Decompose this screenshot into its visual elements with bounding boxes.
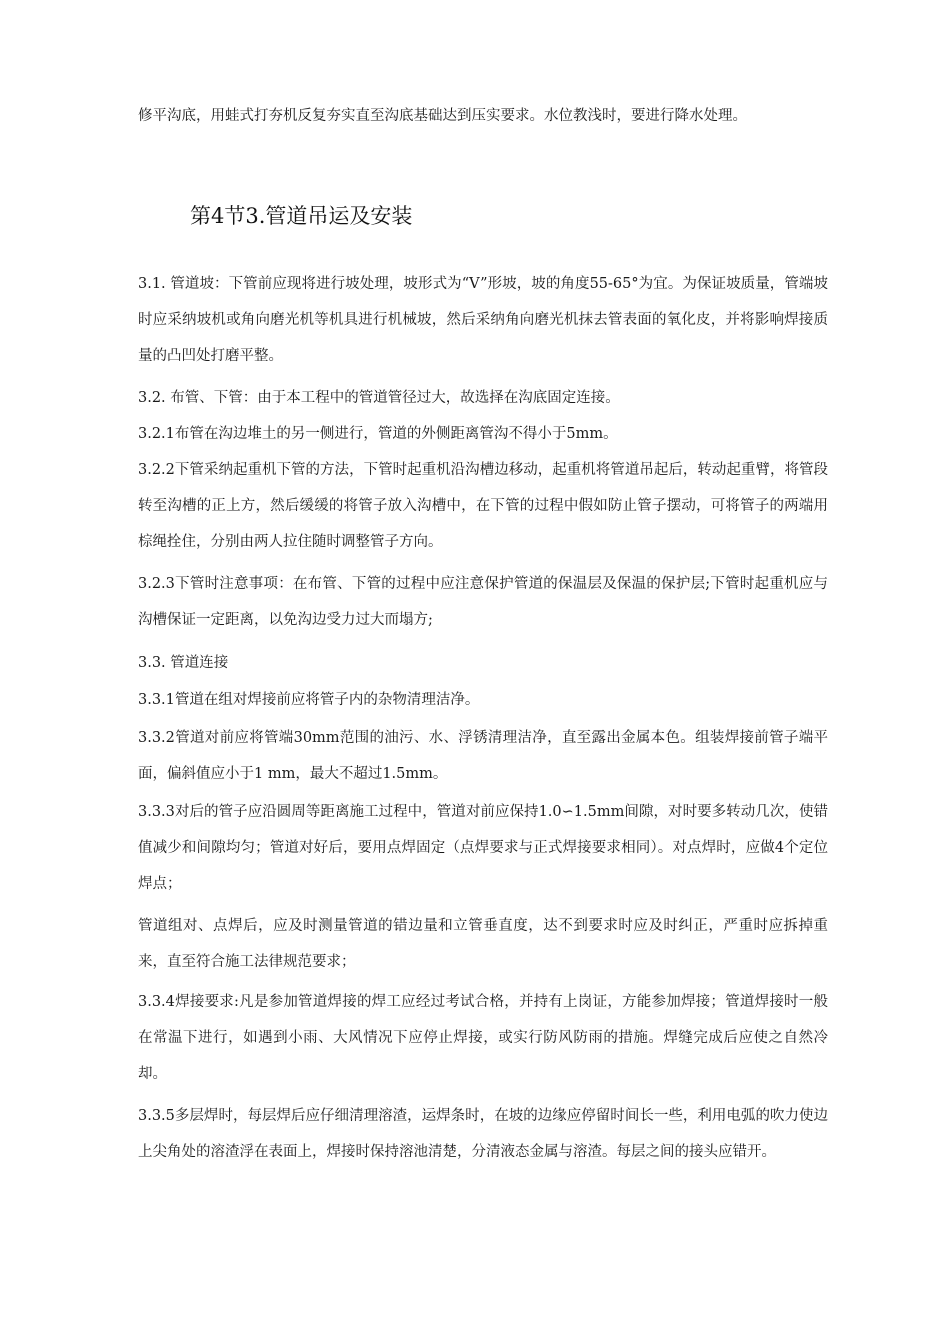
paragraph-3-3-5: 3.3.5多层焊时，每层焊后应仔细清理溶渣，运焊条时，在坡的边缘应停留时间长一些，利用电弧的吹力使边上尖角处的溶渣浮在表面上，焊接时保持溶池清楚，分清液态金属与溶渣。每层之间的接头应错开。	[138, 1108, 828, 1160]
paragraph-3-1: 3.1. 管道坡：下管前应现将进行坡处理，坡形式为“V”形坡，坡的角度55-65°为宜。为保证坡质量，管端坡时应采纳坡机或角向磨光机等机具进行机械坡，然后采纳角向磨光机抹去管表面的氧化皮，并将影响焊接质量的凸凹处打磨平整。	[138, 276, 828, 364]
paragraph-3-3-4: 3.3.4焊接要求:凡是参加管道焊接的焊工应经过考试合格，并持有上岗证，方能参加焊接；管道焊接时一般在常温下进行，如遇到小雨、大风情况下应停止焊接，或实行防风防雨的措施。焊缝完成后应使之自然冷却。	[138, 994, 828, 1082]
paragraph-alignment-check: 管道组对、点焊后，应及时测量管道的错边量和立管垂直度，达不到要求时应及时纠正，严重时应拆掉重来，直至符合施工法律规范要求；	[138, 918, 828, 970]
paragraph-3-2-1: 3.2.1布管在沟边堆土的另一侧进行，管道的外侧距离管沟不得小于5mm。	[138, 426, 618, 442]
section-heading: 第4节3.管道吊运及安装	[190, 204, 413, 228]
paragraph-3-3-1: 3.3.1管道在组对焊接前应将管子内的杂物清理洁净。	[138, 692, 480, 708]
paragraph-3-2-3: 3.2.3下管时注意事项：在布管、下管的过程中应注意保护管道的保温层及保温的保护层;下管时起重机应与沟槽保证一定距离，以免沟边受力过大而塌方;	[138, 576, 828, 628]
intro-paragraph: 修平沟底，用蛙式打夯机反复夯实直至沟底基础达到压实要求。水位教浅时，要进行降水处理。	[138, 108, 747, 124]
paragraph-3-2: 3.2. 布管、下管：由于本工程中的管道管径过大，故选择在沟底固定连接。	[138, 390, 620, 406]
paragraph-3-3-2: 3.3.2管道对前应将管端30mm范围的油污、水、浮锈清理洁净，直至露出金属本色。组装焊接前管子端平面，偏斜值应小于1 mm，最大不超过1.5mm。	[138, 730, 828, 782]
paragraph-3-2-2: 3.2.2下管采纳起重机下管的方法，下管时起重机沿沟槽边移动，起重机将管道吊起后，转动起重臂，将管段转至沟槽的正上方，然后缓缓的将管子放入沟槽中，在下管的过程中假如防止管子摆动，可将管子的两端用棕绳拴住，分别由两人拉住随时调整管子方向。	[138, 462, 828, 550]
paragraph-3-3: 3.3. 管道连接	[138, 655, 229, 671]
paragraph-3-3-3: 3.3.3对后的管子应沿圆周等距离施工过程中，管道对前应保持1.0∽1.5mm间隙，对时要多转动几次，使错值减少和间隙均匀；管道对好后，要用点焊固定（点焊要求与正式焊接要求相同）。对点焊时，应做4个定位焊点；	[138, 804, 828, 892]
